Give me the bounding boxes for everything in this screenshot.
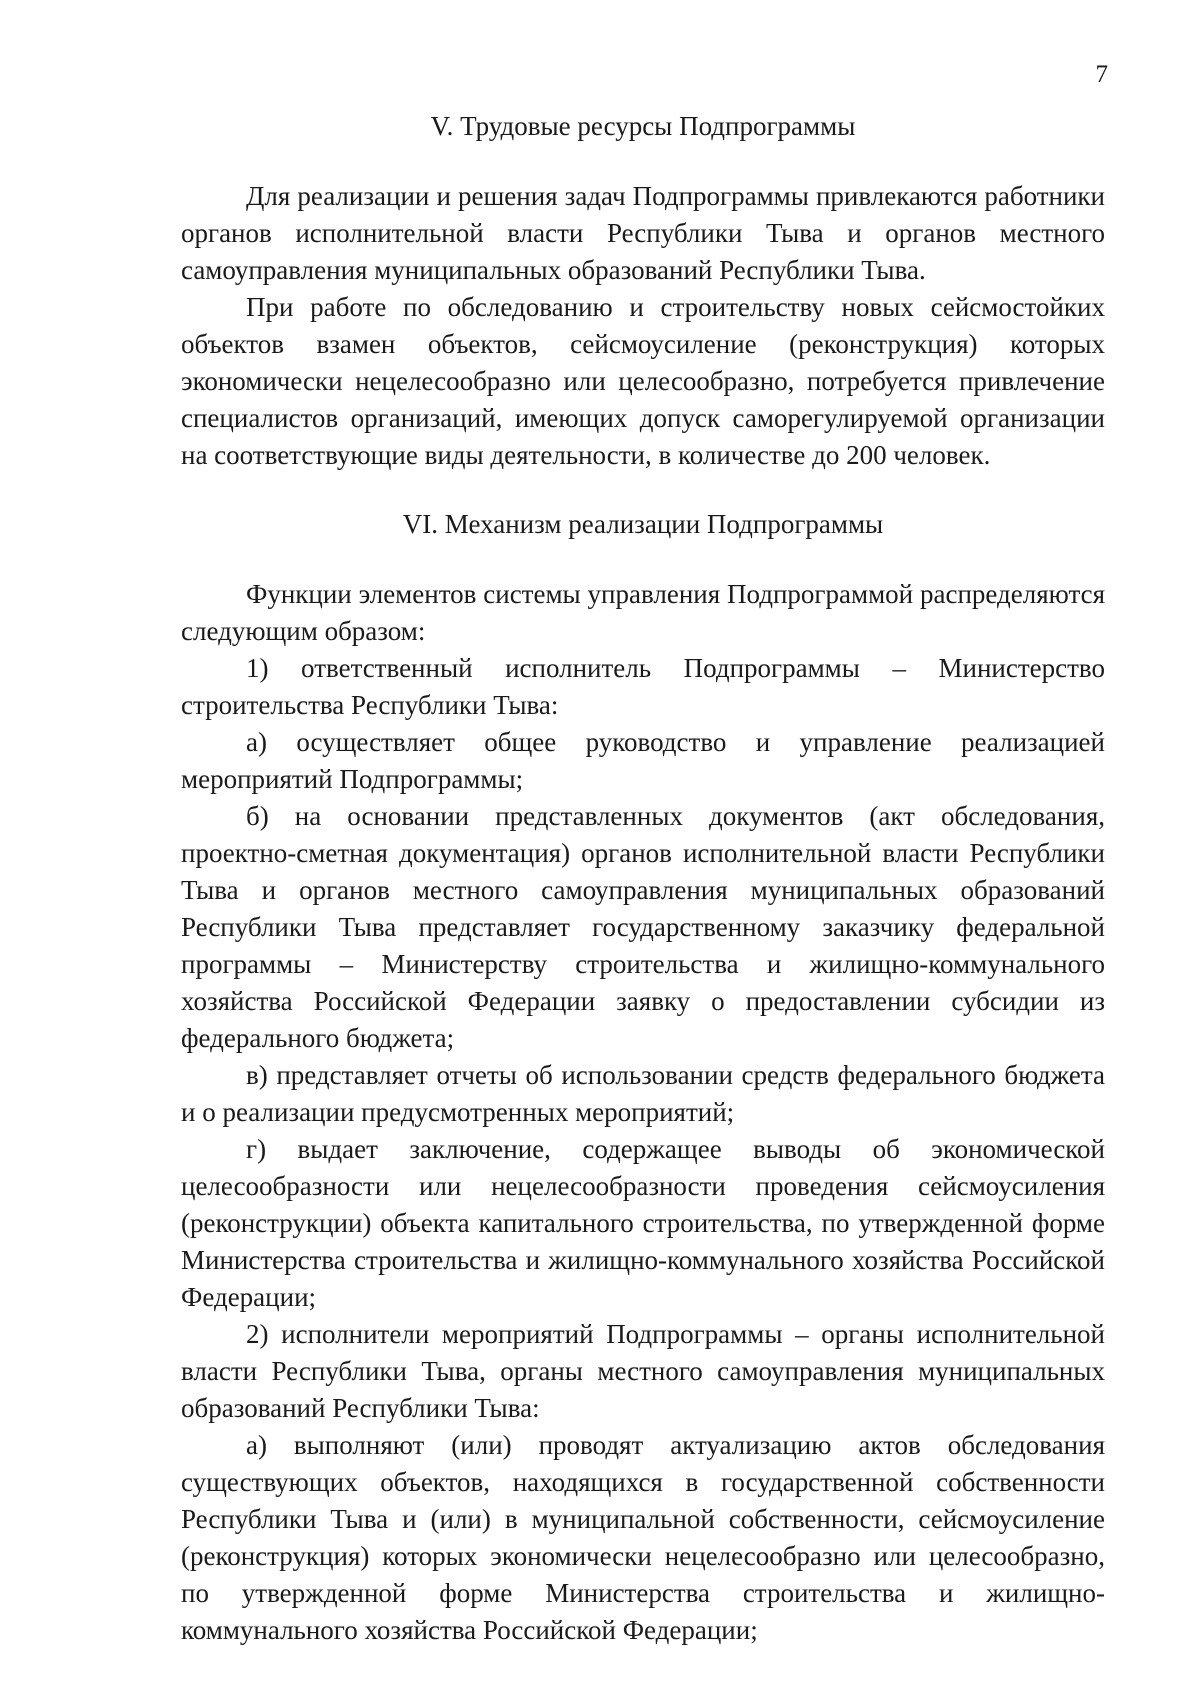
list-item: а) выполняют (или) проводят актуализацию актов обследования существующих объектов, находящихся в государственной собственности Республики Тыва и (или) в муниципальной собственности, сейсмоусиление (реконструкция) которых экономически нецелесообразно или целесообразно, по утвержденной форме Министерства строительства и жилищно-коммунального хозяйства Российской Федерации; xyxy=(181,1430,1105,1645)
document-body xyxy=(181,108,1105,1649)
paragraph: Для реализации и решения задач Подпрограммы привлекаются работники органов исполнительной власти Республики Тыва и органов местного самоуправления муниципальных образований Республики Тыва. xyxy=(181,181,1105,285)
list-item: в) представляет отчеты об использовании средств федерального бюджета и о реализации предусмотренных мероприятий; xyxy=(181,1060,1105,1127)
list-item: г) выдает заключение, содержащее выводы об экономической целесообразности или нецелесообразности проведения сейсмоусиления (реконструкции) объекта капитального строительства, по утвержденной форме Министерства строительства и жилищно-коммунального хозяйства Российской Федерации; xyxy=(181,1134,1105,1312)
page-number: 7 xyxy=(1095,61,1108,88)
section-5-heading: V. Трудовые ресурсы Подпрограммы xyxy=(430,111,856,141)
list-item: 2) исполнители мероприятий Подпрограммы – органы исполнительной власти Республики Тыва, органы местного самоуправления муниципальных образований Республики Тыва: xyxy=(181,1319,1105,1423)
list-item: 1) ответственный исполнитель Подпрограммы – Министерство строительства Республики Тыва: xyxy=(181,653,1105,720)
list-item: а) осуществляет общее руководство и управление реализацией мероприятий Подпрограммы; xyxy=(181,727,1105,794)
list-item: б) на основании представленных документов (акт обследования, проектно-сметная документация) органов исполнительной власти Республики Тыва и органов местного самоуправления муниципальных образований Республики Тыва представляет государственному заказчику федеральной программы – Министерству строительства и жилищно-коммунального хозяйства Российской Федерации заявку о предоставлении субсидии из федерального бюджета; xyxy=(181,801,1105,1053)
section-6-heading: VI. Механизм реализации Подпрограммы xyxy=(402,509,884,539)
paragraph: Функции элементов системы управления Подпрограммой распределяются следующим образом: xyxy=(181,579,1105,646)
paragraph: При работе по обследованию и строительству новых сейсмостойких объектов взамен объектов, сейсмоусиление (реконструкция) которых экономически нецелесообразно или целесообразно, потребуется привлечение специалистов организаций, имеющих допуск саморегулируемой организации на соответствующие виды деятельности, в количестве до 200 человек. xyxy=(181,292,1105,470)
